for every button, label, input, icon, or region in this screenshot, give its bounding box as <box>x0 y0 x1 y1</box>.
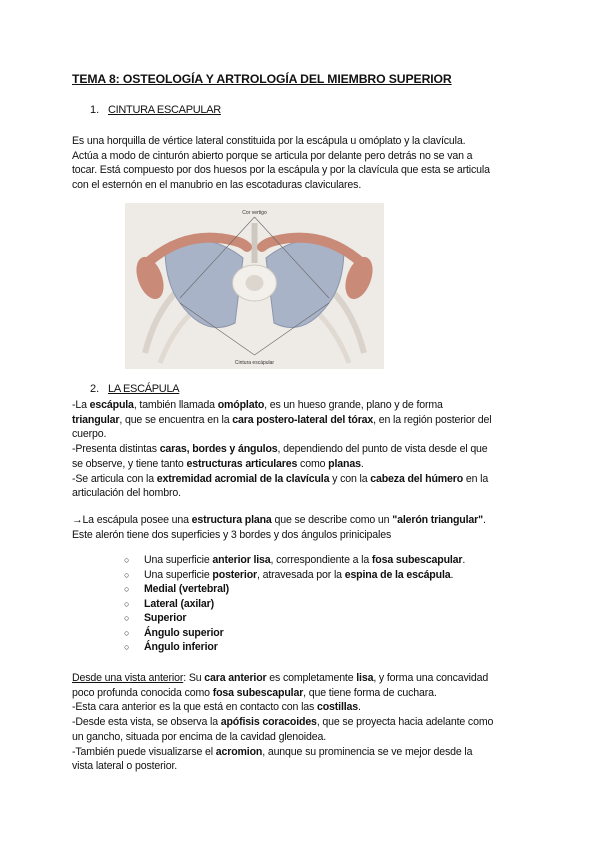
text-run: se observe, y tiene tanto <box>72 457 187 470</box>
list-item <box>124 582 465 597</box>
shoulder-girdle-drawing <box>125 203 384 369</box>
text-line <box>72 413 532 428</box>
text-run: , que se encuentra en la <box>119 413 233 426</box>
list-item <box>124 611 465 626</box>
text-line <box>72 472 532 487</box>
bullet-circle-icon: ○ <box>124 555 130 565</box>
text-run: -También puede visualizarse el <box>72 745 216 758</box>
text-run: -La <box>72 399 90 411</box>
bold-term: cabeza del húmero <box>370 472 464 485</box>
text-line: tocar. Está compuesto por dos huesos por la escápula y por la clavícula que esta se articula <box>72 164 490 177</box>
text-line <box>72 457 532 472</box>
text-line <box>72 700 532 715</box>
bold-term: estructuras articulares <box>186 457 298 470</box>
bold-term: triangular <box>72 413 120 426</box>
bold-term: espina de la escápula <box>344 568 451 581</box>
section-heading-cintura <box>90 104 221 116</box>
text-run: , atravesada por la <box>257 568 345 581</box>
section-number: 2. <box>90 383 100 395</box>
text-run: -Desde esta vista, se observa la <box>72 716 221 729</box>
bold-term: cara anterior <box>204 672 267 684</box>
anterior-view-paragraph <box>72 671 532 774</box>
bold-term: estructura plana <box>191 514 272 526</box>
text-run: Una superficie <box>144 554 213 566</box>
list-item <box>124 553 465 568</box>
bold-term: omóplato <box>217 399 265 411</box>
bold-term: posterior <box>212 568 257 581</box>
bold-term: Medial (vertebral) <box>144 583 230 595</box>
bullet-list <box>124 553 465 655</box>
estructura-paragraph <box>72 513 532 542</box>
bold-term: fosa subescapular <box>371 554 463 566</box>
text-run: : Su <box>183 672 205 684</box>
text-line: Es una horquilla de vértice lateral constituida por la escápula u omóplato y la clavícula. <box>72 135 466 147</box>
section-heading-escapula <box>90 383 179 395</box>
underlined-term: Desde una vista anterior <box>72 672 184 684</box>
text-run: Una superficie <box>144 568 213 581</box>
bold-term: costillas <box>316 701 359 714</box>
bold-term: caras, bordes y ángulos <box>159 443 278 456</box>
text-run: como <box>297 457 329 470</box>
list-item <box>124 640 465 655</box>
section-label: LA ESCÁPULA <box>108 383 180 395</box>
intro-paragraph <box>72 134 532 193</box>
text-run: , y forma una concavidad <box>373 672 489 684</box>
text-line <box>72 513 532 528</box>
bold-term: "alerón triangular" <box>392 514 483 526</box>
bold-term: Ángulo superior <box>144 626 224 639</box>
bold-term: anterior lisa <box>212 554 271 566</box>
section-number: 1. <box>90 104 100 116</box>
text-run: →La escápula posee una <box>72 514 192 526</box>
text-run: , dependiendo del punto de vista desde el que <box>277 443 488 456</box>
text-line <box>72 671 532 686</box>
bullet-circle-icon: ○ <box>124 569 130 580</box>
text-run: -Presenta distintas <box>72 443 160 456</box>
text-run: -Esta cara anterior es la que está en contacto con las <box>72 701 317 714</box>
bold-term: Superior <box>144 612 187 624</box>
bullet-circle-icon: ○ <box>124 598 130 609</box>
bullet-circle-icon: ○ <box>124 613 130 623</box>
text-line <box>72 442 532 457</box>
bold-term: lisa <box>356 672 374 684</box>
text-line: vista lateral o posterior. <box>72 760 178 773</box>
text-run: . <box>462 554 466 566</box>
text-line: Este alerón tiene dos superficies y 3 bordes y dos ángulos prinicipales <box>72 528 392 541</box>
text-run: , en la región posterior del <box>373 413 492 426</box>
bold-term: fosa subescapular <box>212 686 304 699</box>
text-line: Actúa a modo de cinturón abierto porque se articula por delante pero detrás no se van a <box>72 149 473 162</box>
text-run: es completamente <box>266 672 357 684</box>
figure-top-label: Cor vertigo <box>242 210 267 216</box>
text-run: . <box>360 457 364 470</box>
bold-term: acromion <box>215 745 263 758</box>
text-run: . <box>358 701 361 714</box>
text-line: con el esternón en el manubrio en las escotaduras claviculares. <box>72 179 362 192</box>
text-run: , aunque su prominencia se ve mejor desde la <box>262 745 473 758</box>
bold-term: Lateral (axilar) <box>144 597 215 610</box>
page-title: TEMA 8: OSTEOLOGÍA Y ARTROLOGÍA DEL MIEMBRO SUPERIOR <box>72 72 452 86</box>
text-line <box>72 715 532 730</box>
list-item <box>124 568 465 583</box>
bold-term: extremidad acromial de la clavícula <box>156 472 330 485</box>
escapula-paragraph <box>72 398 532 501</box>
text-line: un gancho, situada por encima de la cavidad glenoidea. <box>72 730 326 743</box>
text-run: . <box>483 514 486 526</box>
text-run: en la <box>463 472 489 485</box>
shoulder-girdle-illustration <box>125 203 384 369</box>
bullet-circle-icon: ○ <box>124 627 130 638</box>
text-run: . <box>450 568 454 581</box>
bold-term: cara postero-lateral del tórax <box>232 413 374 426</box>
text-run: que se describe como un <box>271 514 393 526</box>
text-run: poco profunda conocida como <box>72 686 213 699</box>
text-line <box>72 686 532 701</box>
bullet-circle-icon: ○ <box>124 584 130 594</box>
text-line <box>72 398 532 413</box>
text-line: articulación del hombro. <box>72 487 181 500</box>
bold-term: escápula <box>89 399 134 411</box>
text-run: , es un hueso grande, plano y de forma <box>264 399 443 411</box>
bold-term: Ángulo inferior <box>144 641 218 653</box>
text-run: -Se articula con la <box>72 472 157 485</box>
text-run: , también llamada <box>133 399 218 411</box>
section-label: CINTURA ESCAPULAR <box>108 104 221 116</box>
figure-bottom-label: Cintura escápular <box>234 360 275 366</box>
bullet-circle-icon: ○ <box>124 642 130 652</box>
list-item <box>124 626 465 641</box>
text-line <box>72 745 532 760</box>
text-run: y con la <box>329 472 371 485</box>
bold-term: planas <box>328 457 361 470</box>
bold-term: apófisis coracoides <box>220 716 317 729</box>
text-run: , correspondiente a la <box>270 554 372 566</box>
text-line: cuerpo. <box>72 428 107 441</box>
text-run: , que se proyecta hacia adelante como <box>316 716 494 729</box>
list-item <box>124 597 465 612</box>
text-run: , que tiene forma de cuchara. <box>303 686 437 699</box>
